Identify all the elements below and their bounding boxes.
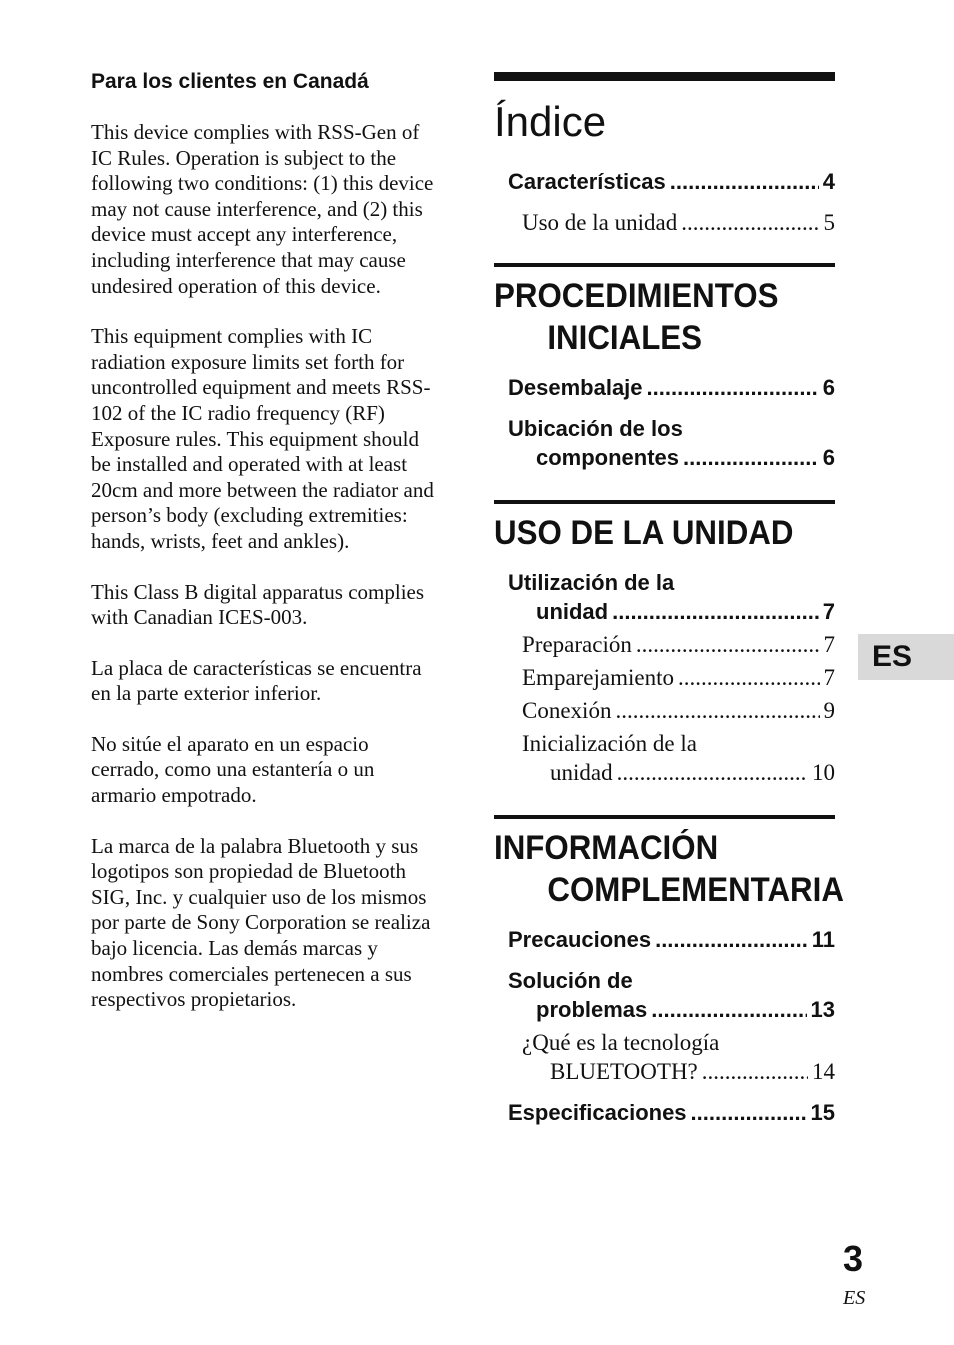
dot-leader bbox=[691, 1098, 807, 1127]
paragraph-ubicacion: No sitúe el aparato en un espacio cerrado, como una estantería o un armario empotrado. bbox=[91, 731, 375, 808]
paragraph-radiation: This equipment complies with IC radiation exposure limits set forth for uncontrolled equipment and meets RSS-102 of the IC radio frequency (RF) Exposure rules. This equipment should be installed and operated with at least 20cm and more between the radiator and person’s body (excluding extremities: hands, wrists, feet and ankles). bbox=[91, 324, 434, 553]
toc-entry[interactable] bbox=[494, 414, 835, 472]
dot-leader bbox=[655, 925, 808, 954]
toc-entry[interactable] bbox=[494, 630, 835, 659]
section-title: USO DE LA UNIDAD bbox=[494, 514, 794, 552]
toc-entry-label: Especificaciones bbox=[508, 1100, 687, 1125]
toc-entry-label: Utilización de la bbox=[508, 570, 675, 595]
table-of-contents bbox=[494, 72, 844, 1139]
toc-entry[interactable] bbox=[494, 696, 835, 725]
section-title: INFORMACIÓN COMPLEMENTARIA bbox=[494, 829, 844, 909]
paragraph-placa: La placa de características se encuentra en la parte exterior inferior. bbox=[91, 655, 422, 706]
toc-entry[interactable] bbox=[494, 966, 835, 1024]
toc-entry-label: Conexión bbox=[522, 698, 612, 723]
toc-entry-label: Emparejamiento bbox=[522, 665, 674, 690]
toc-entry-label: componentes bbox=[536, 445, 680, 470]
toc-page: 7 bbox=[823, 665, 835, 690]
dot-leader bbox=[681, 208, 819, 237]
divider bbox=[494, 500, 835, 504]
toc-entry[interactable] bbox=[494, 925, 835, 954]
paragraph-ices: This Class B digital apparatus complies with Canadian ICES-003. bbox=[91, 579, 425, 630]
toc-entry[interactable] bbox=[494, 167, 835, 196]
left-column bbox=[91, 68, 436, 1038]
toc-entry[interactable] bbox=[494, 663, 835, 692]
toc-page: 9 bbox=[823, 698, 835, 723]
toc-entry-label: Preparación bbox=[522, 632, 632, 657]
canada-heading: Para los clientes en Canadá bbox=[91, 70, 369, 93]
toc-page: 13 bbox=[810, 997, 835, 1022]
toc-page: 10 bbox=[812, 760, 835, 785]
index-title: Índice bbox=[494, 98, 607, 145]
toc-page: 7 bbox=[822, 599, 835, 624]
toc-entry-label: Ubicación de los bbox=[508, 416, 683, 441]
toc-entry-label: ¿Qué es la tecnología bbox=[522, 1030, 720, 1055]
dot-leader bbox=[647, 373, 819, 402]
dot-leader bbox=[651, 995, 806, 1024]
paragraph-bluetooth-trademark: La marca de la palabra Bluetooth y sus logotipos son propiedad de Bluetooth SIG, Inc. y cualquier uso de los mismos por parte de Sony Corporation se realiza bajo licencia. Las demás marcas y nombres comerciales pertenecen a sus respectivos propietarios. bbox=[91, 833, 431, 1012]
divider bbox=[494, 72, 835, 81]
dot-leader bbox=[670, 167, 819, 196]
dot-leader bbox=[702, 1057, 808, 1086]
toc-entry-label: Solución de bbox=[508, 968, 633, 993]
toc-page: 5 bbox=[823, 210, 835, 235]
toc-entry-label: unidad bbox=[550, 760, 613, 785]
dot-leader bbox=[636, 630, 820, 659]
page-number: 3 bbox=[843, 1238, 864, 1279]
toc-entry[interactable] bbox=[494, 373, 835, 402]
divider bbox=[494, 815, 835, 819]
page-language: ES bbox=[843, 1287, 866, 1309]
toc-entry-label: problemas bbox=[536, 997, 648, 1022]
paragraph-rss-gen: This device complies with RSS-Gen of IC Rules. Operation is subject to the following two conditions: (1) this device may not cause interference, and (2) this device must accept any interference, including interference that may cause undesired operation of this device. bbox=[91, 120, 434, 298]
toc-entry-label: Características bbox=[508, 169, 666, 194]
dot-leader bbox=[615, 696, 819, 725]
dot-leader bbox=[683, 443, 819, 472]
language-tab: ES bbox=[858, 634, 954, 680]
toc-page: 14 bbox=[812, 1059, 835, 1084]
toc-entry-label: Desembalaje bbox=[508, 375, 643, 400]
toc-entry-label: Precauciones bbox=[508, 927, 652, 952]
toc-entry-label: Uso de la unidad bbox=[522, 210, 678, 235]
toc-page: 7 bbox=[823, 632, 835, 657]
toc-page: 6 bbox=[822, 375, 835, 400]
toc-entry[interactable] bbox=[494, 1098, 835, 1127]
toc-page: 4 bbox=[822, 169, 835, 194]
toc-page: 15 bbox=[810, 1100, 835, 1125]
toc-entry-label: Inicialización de la bbox=[522, 731, 697, 756]
section-title: PROCEDIMIENTOS INICIALES bbox=[494, 277, 779, 357]
dot-leader bbox=[617, 758, 808, 787]
toc-entry-label: unidad bbox=[536, 599, 609, 624]
toc-page: 6 bbox=[822, 445, 835, 470]
dot-leader bbox=[612, 597, 819, 626]
toc-entry[interactable] bbox=[494, 568, 835, 626]
dot-leader bbox=[678, 663, 820, 692]
toc-entry[interactable] bbox=[494, 729, 835, 787]
toc-entry[interactable] bbox=[494, 1028, 835, 1086]
divider bbox=[494, 263, 835, 267]
toc-entry[interactable] bbox=[494, 208, 835, 237]
toc-entry-label: BLUETOOTH? bbox=[550, 1059, 698, 1084]
toc-page: 11 bbox=[811, 927, 835, 952]
